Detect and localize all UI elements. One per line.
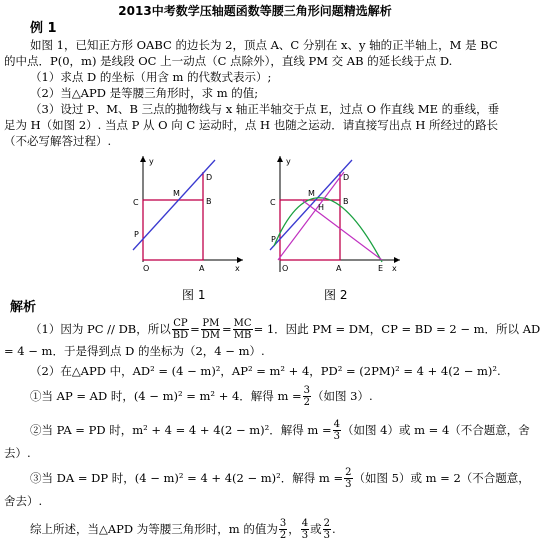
question-3-line: （不必写解答过程）. [4, 134, 112, 148]
problem-text-line: 的中点．P(0，m) 是线段 OC 上一动点（C 点除外），直线 PM 交 AB 的延长线于点 D. [4, 54, 453, 68]
solution-step-1-line2: = 4 − m．于是得到点 D 的坐标为（2，4 − m）. [4, 344, 265, 358]
fraction: $\frac{4}{3}$ [333, 418, 340, 442]
figure-1-caption: 图 1 [182, 288, 206, 302]
parabola [274, 198, 382, 262]
label-x: x [392, 264, 397, 273]
label-p: P [271, 235, 276, 244]
x-axis-arrow-icon [394, 257, 400, 263]
label-d: D [343, 173, 350, 182]
figure-1-diagram [125, 150, 245, 280]
question-1: （1）求点 D 的坐标（用含 m 的代数式表示）; [30, 70, 272, 84]
fraction: $\frac{3}{2}$ [279, 517, 287, 541]
page-title: 2013中考数学压轴题函数等腰三角形问题精选解析 [118, 4, 392, 18]
solution-step-1: （1）因为 PC // DB，所以 $\frac{CP}{BD}$ = $\frac{PM}{DM}$ = $\frac{MC}{MB}$ = 1 ．因此 PM = DM，CP = BD = 2 − m．所以 AD [30, 317, 540, 341]
fraction: $\frac{CP}{BD}$ [172, 317, 189, 341]
question-3-line: 足为 H（如图 2）. 当点 P 从 O 向 C 运动时，点 H 也随之运动．请直接写出点 H 所经过的路长 [4, 118, 499, 132]
label-x: x [235, 264, 240, 273]
label-p: P [134, 230, 139, 239]
y-axis-arrow-icon [277, 156, 283, 162]
question-3-line: （3）设过 P、M、B 三点的抛物线与 x 轴正半轴交于点 E，过点 O 作直线 ME 的垂线，垂 [30, 102, 500, 116]
case-3: ③当 DA = DP 时，(4 − m)² = 4 + 4(2 − m)²．解得 m = $\frac{2}{3}$ （如图 5）或 m = 2（不合题意， [30, 466, 530, 490]
example-heading: 例 1 [30, 21, 57, 36]
label-y: y [286, 157, 291, 166]
label-b: B [206, 197, 212, 206]
fraction: $\frac{PM}{DM}$ [201, 317, 221, 341]
label-c: C [133, 198, 139, 207]
label-c: C [270, 198, 276, 207]
problem-text-line: 如图 1，已知正方形 OABC 的边长为 2，顶点 A、C 分别在 x、y 轴的正半轴上，M 是 BC [30, 38, 498, 52]
figure-2-diagram [262, 150, 402, 280]
case-2-line2: 去）. [4, 446, 31, 460]
figure-2-caption: 图 2 [324, 288, 348, 302]
label-m: M [173, 189, 180, 198]
line-me [302, 200, 382, 260]
solution-step-2: （2）在△APD 中，AD² = (4 − m)²，AP² = m² + 4，PD² = (2PM)² = 4 + 4(2 − m)². [30, 364, 501, 378]
label-h: H [318, 203, 325, 212]
label-o: O [282, 264, 289, 273]
summary: 综上所述，当△APD 为等腰三角形时，m 的值为 $\frac{3}{2}$ ， $\frac{4}{3}$ 或 $\frac{2}{3}$ . [30, 517, 336, 541]
label-m: M [308, 189, 315, 198]
fraction: $\frac{MC}{MB}$ [233, 317, 252, 341]
fraction: $\frac{2}{3}$ [345, 466, 352, 490]
case-3-line2: 舍去）. [4, 494, 43, 508]
y-axis-arrow-icon [140, 156, 146, 162]
fraction: $\frac{4}{3}$ [301, 517, 309, 541]
label-d: D [206, 173, 213, 182]
solution-heading: 解析 [10, 300, 37, 315]
fraction: $\frac{3}{2}$ [303, 384, 311, 408]
question-2: （2）当△APD 是等腰三角形时，求 m 的值; [30, 86, 259, 100]
fraction: $\frac{2}{3}$ [323, 517, 330, 541]
label-e: E [378, 264, 384, 273]
label-b: B [343, 197, 349, 206]
case-1: ①当 AP = AD 时，(4 − m)² = m² + 4．解得 m = $\frac{3}{2}$ （如图 3）. [30, 384, 373, 408]
line-oh [278, 172, 344, 260]
label-y: y [149, 157, 154, 166]
label-a: A [336, 264, 342, 273]
x-axis-arrow-icon [237, 257, 243, 263]
label-o: O [143, 264, 150, 273]
label-a: A [199, 264, 205, 273]
case-2: ②当 PA = PD 时，m² + 4 = 4 + 4(2 − m)²．解得 m = $\frac{4}{3}$ （如图 4）或 m = 4（不合题意，舍 [30, 418, 530, 442]
